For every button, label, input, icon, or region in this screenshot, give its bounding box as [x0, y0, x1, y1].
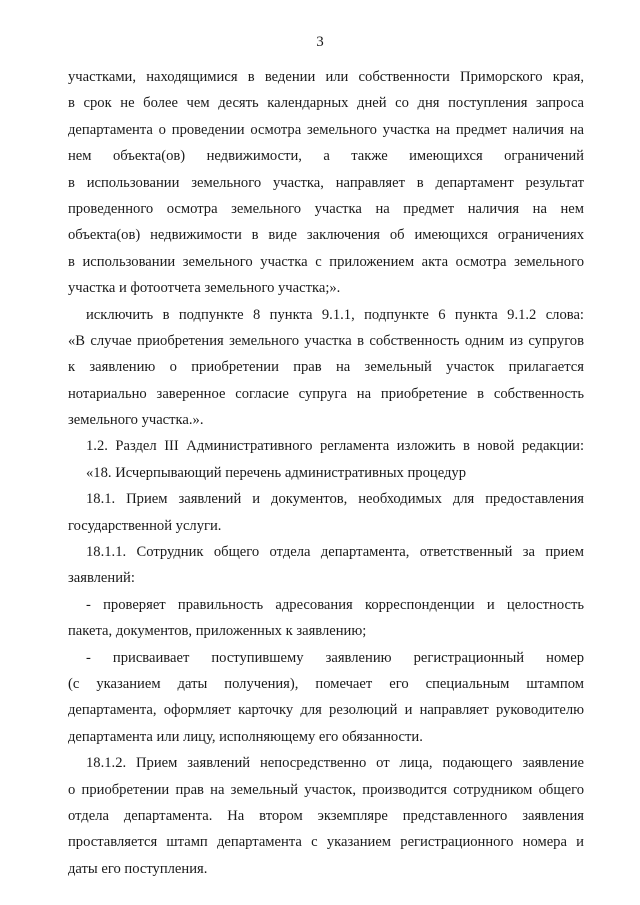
text-line: департамента или лицу, исполняющему его обязанности. — [68, 728, 423, 745]
text-line: департамента, оформляет карточку для резолюций и направляет руководителю — [68, 702, 584, 719]
text-line: нем объекта(ов) недвижимости, а также имеющихся ограничений — [68, 148, 584, 165]
text-line: 1.2. Раздел III Административного регламента изложить в новой редакции: — [86, 438, 584, 455]
text-line: объекта(ов) недвижимости в виде заключения об имеющихся ограничениях — [68, 227, 584, 244]
text-line: к заявлению о приобретении прав на земельный участок прилагается — [68, 359, 584, 376]
text-line: земельного участка.». — [68, 412, 204, 429]
page-number: 3 — [316, 34, 324, 50]
text-line: в использовании земельного участка, направляет в департамент результат — [68, 174, 584, 191]
text-line: заявлений: — [68, 570, 135, 587]
text-line: отдела департамента. На втором экземпляре представленного заявления — [68, 807, 584, 824]
document-body — [68, 64, 584, 882]
text-line: пакета, документов, приложенных к заявлению; — [68, 623, 367, 640]
text-line: - проверяет правильность адресования корреспонденции и целостность — [86, 596, 584, 613]
text-line: 18.1. Прием заявлений и документов, необходимых для предоставления — [86, 491, 584, 508]
text-line: «В случае приобретения земельного участка в собственность одним из супругов — [68, 332, 584, 349]
text-line: 18.1.1. Сотрудник общего отдела департамента, ответственный за прием — [86, 544, 584, 561]
text-line: государственной услуги. — [68, 517, 222, 534]
text-line: участками, находящимися в ведении или собственности Приморского края, — [68, 69, 584, 85]
text-line: проведенного осмотра земельного участка на предмет наличия на нем — [68, 200, 584, 217]
text-line: - присваивает поступившему заявлению регистрационный номер — [86, 649, 584, 666]
text-line: департамента о проведении осмотра земельного участка на предмет наличия на — [68, 121, 584, 138]
text-line: даты его поступления. — [68, 860, 208, 877]
text-line: нотариально заверенное согласие супруга на приобретение в собственность — [68, 385, 584, 402]
text-line: в использовании земельного участка с приложением акта осмотра земельного — [68, 253, 584, 270]
text-line: «18. Исчерпывающий перечень административных процедур — [86, 464, 467, 481]
text-line: 18.1.2. Прием заявлений непосредственно от лица, подающего заявление — [86, 755, 584, 772]
text-line: в срок не более чем десять календарных дней со дня поступления запроса — [68, 95, 584, 112]
text-line: исключить в подпункте 8 пункта 9.1.1, подпункте 6 пункта 9.1.2 слова: — [86, 306, 584, 323]
text-line: участка и фотоотчета земельного участка;». — [68, 280, 341, 297]
text-line: (с указанием даты получения), помечает его специальным штампом — [68, 675, 584, 692]
text-line: о приобретении прав на земельный участок, производится сотрудником общего — [68, 781, 584, 798]
text-line: проставляется штамп департамента с указанием регистрационного номера и — [68, 834, 584, 851]
